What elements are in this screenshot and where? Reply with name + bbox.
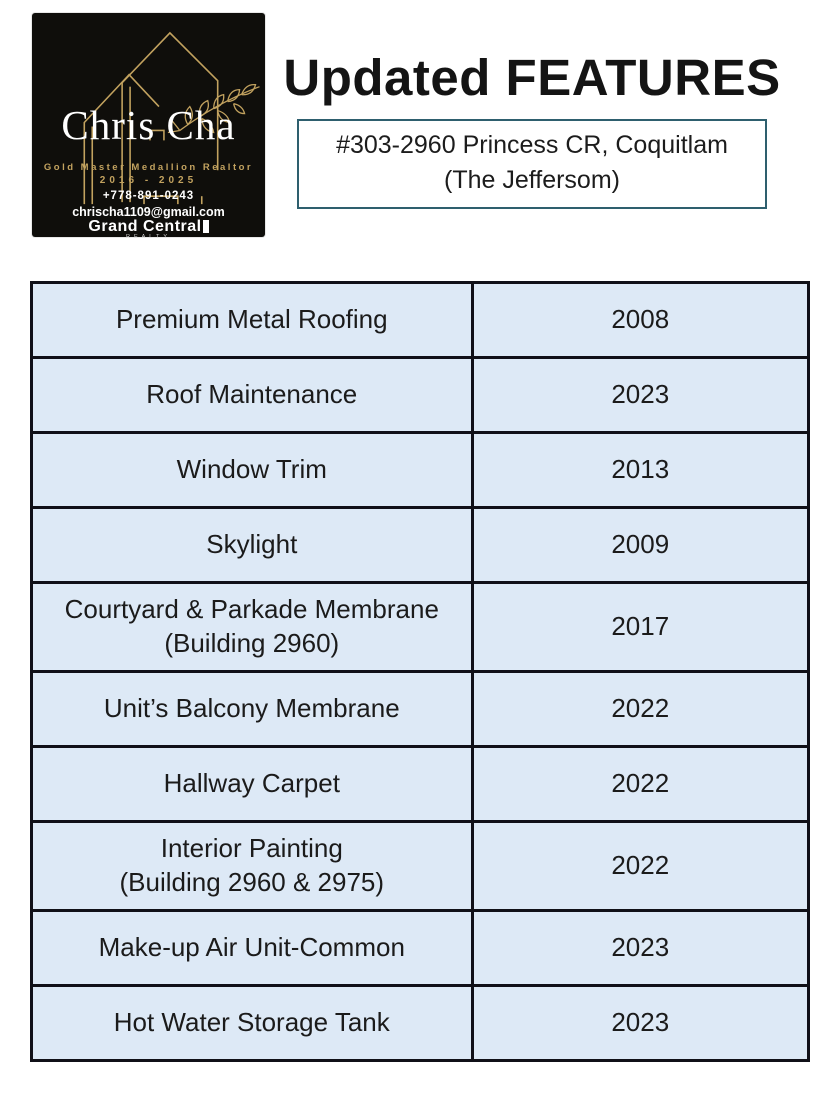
brokerage-label: Grand Central — [88, 218, 202, 235]
feature-year-cell: 2013 — [472, 433, 808, 508]
features-table — [30, 281, 810, 1062]
table-row — [32, 822, 809, 911]
feature-name-cell: Hot Water Storage Tank — [32, 986, 473, 1061]
feature-name-cell: Roof Maintenance — [32, 358, 473, 433]
realtor-logo — [32, 13, 265, 240]
table-row — [32, 911, 809, 986]
feature-name-cell: Unit’s Balcony Membrane — [32, 672, 473, 747]
feature-name-cell: Courtyard & Parkade Membrane (Building 2960) — [32, 583, 473, 672]
feature-name-cell: Premium Metal Roofing — [32, 283, 473, 358]
feature-name-cell: Interior Painting (Building 2960 & 2975) — [32, 822, 473, 911]
building-icon — [203, 220, 209, 233]
brokerage-subtitle: REALTY — [126, 234, 171, 240]
table-row — [32, 433, 809, 508]
feature-year-cell: 2022 — [472, 822, 808, 911]
realtor-phone: +778-891-0243 — [102, 190, 195, 202]
feature-name-cell: Hallway Carpet — [32, 747, 473, 822]
feature-year-cell: 2023 — [472, 911, 808, 986]
table-row — [32, 986, 809, 1061]
feature-year-cell: 2022 — [472, 672, 808, 747]
feature-year-cell: 2017 — [472, 583, 808, 672]
feature-year-cell: 2008 — [472, 283, 808, 358]
feature-name-cell: Make-up Air Unit-Common — [32, 911, 473, 986]
brokerage-name — [32, 219, 265, 235]
feature-year-cell: 2023 — [472, 358, 808, 433]
feature-name-cell: Window Trim — [32, 433, 473, 508]
feature-name-cell: Skylight — [32, 508, 473, 583]
address-line2: (The Jeffersom) — [444, 166, 620, 195]
feature-year-cell: 2023 — [472, 986, 808, 1061]
header — [268, 50, 796, 209]
realtor-email: chrischa1109@gmail.com — [72, 205, 225, 219]
realtor-tagline: Gold Master Medallion Realtor — [43, 162, 254, 173]
address-line1: #303-2960 Princess CR, Coquitlam — [336, 131, 728, 160]
address-box — [297, 119, 767, 209]
features-table-body — [32, 283, 809, 1061]
table-row — [32, 283, 809, 358]
realtor-name: Chris Cha — [61, 102, 236, 148]
page-title: Updated FEATURES — [283, 49, 781, 106]
table-row — [32, 583, 809, 672]
table-row — [32, 358, 809, 433]
table-row — [32, 672, 809, 747]
realtor-years: 2016 - 2025 — [99, 175, 198, 186]
feature-year-cell: 2022 — [472, 747, 808, 822]
feature-year-cell: 2009 — [472, 508, 808, 583]
table-row — [32, 747, 809, 822]
table-row — [32, 508, 809, 583]
